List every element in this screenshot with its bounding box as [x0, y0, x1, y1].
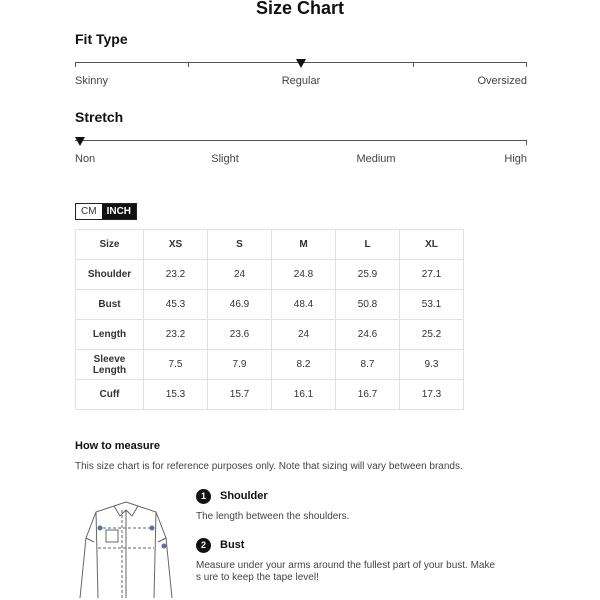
- table-cell: 15.3: [144, 380, 208, 410]
- table-row: [76, 260, 464, 290]
- table-cell: 8.2: [272, 350, 336, 380]
- fit-type-tick: [188, 62, 189, 67]
- table-header-cell: S: [208, 230, 272, 260]
- table-cell: 7.5: [144, 350, 208, 380]
- step-description: The length between the shoulders.: [196, 511, 350, 522]
- stretch-option-medium[interactable]: Medium: [356, 153, 396, 165]
- fit-type-label: Fit Type: [75, 31, 128, 47]
- table-cell: 8.7: [336, 350, 400, 380]
- table-cell: 25.2: [400, 320, 464, 350]
- row-label: Length: [76, 320, 144, 350]
- how-to-measure-title: How to measure: [75, 440, 160, 452]
- table-cell: 45.3: [144, 290, 208, 320]
- table-cell: 50.8: [336, 290, 400, 320]
- table-cell: 9.3: [400, 350, 464, 380]
- table-cell: 23.2: [144, 320, 208, 350]
- fit-type-tick: [413, 62, 414, 67]
- shirt-diagram-icon: [76, 498, 176, 600]
- table-cell: 16.7: [336, 380, 400, 410]
- stretch-tick: [526, 140, 527, 145]
- fit-type-tick: [75, 62, 76, 67]
- table-cell: 24.6: [336, 320, 400, 350]
- table-cell: 46.9: [208, 290, 272, 320]
- table-cell: 24.8: [272, 260, 336, 290]
- table-cell: 23.2: [144, 260, 208, 290]
- table-cell: 25.9: [336, 260, 400, 290]
- table-row: [76, 350, 464, 380]
- how-to-measure-note: This size chart is for reference purposes only. Note that sizing will vary between brands.: [75, 461, 463, 472]
- table-cell: 53.1: [400, 290, 464, 320]
- row-label: Cuff: [76, 380, 144, 410]
- step-number-badge: 2: [196, 538, 211, 553]
- table-header-cell: XL: [400, 230, 464, 260]
- row-label: Sleeve Length: [76, 350, 144, 380]
- stretch-scale[interactable]: [75, 140, 527, 170]
- stretch-option-non[interactable]: Non: [75, 153, 96, 165]
- fit-type-option-oversized[interactable]: Oversized: [477, 75, 527, 87]
- fit-type-tick: [526, 62, 527, 67]
- table-cell: 17.3: [400, 380, 464, 410]
- stretch-marker-icon: [75, 137, 85, 146]
- step-number-badge: 1: [196, 489, 211, 504]
- table-row: [76, 380, 464, 410]
- table-cell: 24: [208, 260, 272, 290]
- step-name: Shoulder: [220, 490, 268, 502]
- stretch-label: Stretch: [75, 109, 124, 125]
- unit-toggle[interactable]: [75, 203, 137, 220]
- table-row: [76, 290, 464, 320]
- step-description: Measure under your arms around the fullest part of your bust. Make s ure to keep the tape level!: [196, 560, 496, 583]
- stretch-option-slight[interactable]: Slight: [211, 153, 239, 165]
- fit-type-marker-icon: [296, 59, 306, 68]
- fit-type-option-regular[interactable]: Regular: [281, 75, 321, 87]
- table-cell: 15.7: [208, 380, 272, 410]
- table-cell: 27.1: [400, 260, 464, 290]
- page-title: Size Chart: [255, 0, 345, 18]
- table-cell: 48.4: [272, 290, 336, 320]
- table-header-size: Size: [76, 230, 144, 260]
- unit-option-inch[interactable]: INCH: [102, 204, 136, 219]
- stretch-track: [75, 140, 527, 141]
- step-name: Bust: [220, 539, 245, 551]
- table-header-row: [76, 230, 464, 260]
- table-header-cell: L: [336, 230, 400, 260]
- unit-option-cm[interactable]: CM: [76, 204, 102, 219]
- table-header-cell: XS: [144, 230, 208, 260]
- stretch-option-high[interactable]: High: [504, 153, 527, 165]
- table-cell: 16.1: [272, 380, 336, 410]
- table-cell: 23.6: [208, 320, 272, 350]
- table-header-cell: M: [272, 230, 336, 260]
- table-cell: 24: [272, 320, 336, 350]
- row-label: Bust: [76, 290, 144, 320]
- row-label: Shoulder: [76, 260, 144, 290]
- size-table: [75, 229, 464, 410]
- table-cell: 7.9: [208, 350, 272, 380]
- table-row: [76, 320, 464, 350]
- fit-type-scale[interactable]: [75, 62, 527, 92]
- fit-type-option-skinny[interactable]: Skinny: [75, 75, 109, 87]
